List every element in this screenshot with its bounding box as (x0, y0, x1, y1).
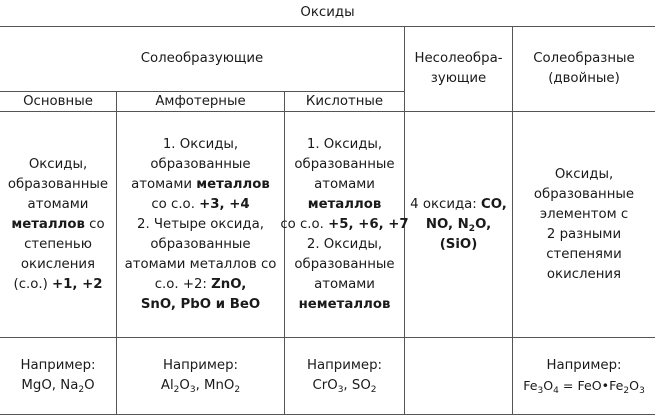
desc-line: образованные (294, 256, 395, 272)
bold-term: металлов (11, 216, 85, 232)
desc-line: 2. Четыре оксида, (136, 216, 264, 232)
example-formula (161, 376, 240, 396)
desc-line (8, 215, 108, 235)
desc-line: 1. Оксиды, (306, 136, 383, 152)
desc-basic (0, 112, 116, 337)
desc-line: степенью (24, 236, 92, 252)
formula-part: CrO (312, 378, 338, 393)
formula-subscript: 3 (537, 386, 544, 396)
bold-term: +1, +2 (52, 276, 103, 292)
formula-subscript: 2 (234, 385, 241, 395)
group-header-double (513, 27, 655, 111)
example-label: Например: (306, 358, 383, 373)
desc-line: окисления (546, 266, 622, 282)
desc-fragment: 4 оксида: (410, 196, 482, 212)
example-label: Например: (162, 358, 239, 373)
bold-term: ZnO, (211, 276, 247, 292)
formula-part: MgO, Na (21, 378, 79, 393)
desc-line (410, 195, 507, 215)
desc-line: Оксиды, (28, 156, 88, 172)
bold-term: металлов (196, 176, 270, 192)
example-double (513, 338, 655, 414)
desc-line: элементом с (539, 206, 629, 222)
desc-line: образованные (7, 176, 109, 192)
bold-term: SnO, PbO и BeO (140, 296, 261, 312)
example-basic (0, 338, 116, 414)
formula-part: O (629, 378, 640, 393)
bold-term: неметаллов (298, 296, 391, 312)
formula-part: , SO (343, 378, 371, 393)
example-label: Например: (20, 358, 96, 373)
desc-line: атомами (314, 276, 375, 292)
subheader-amphoteric (117, 92, 284, 111)
desc-line: образованные (150, 156, 251, 172)
group-header-saltforming (0, 27, 404, 91)
formula-subscript: 3 (639, 386, 645, 396)
desc-line: образованные (294, 156, 395, 172)
desc-line: атомами (314, 176, 375, 192)
subheader-acidic (285, 92, 404, 111)
table-title (0, 0, 655, 26)
desc-fragment: с.о. +2: (154, 276, 212, 292)
title-text: Оксиды (300, 5, 355, 20)
desc-line (280, 195, 408, 215)
formula-part: = FeO•Fe (558, 378, 624, 393)
formula-subscript: 3 (189, 385, 196, 395)
desc-line: степенями (546, 246, 622, 262)
desc-line: Оксиды, (554, 166, 614, 182)
example-label: Например: (546, 358, 622, 373)
formula-part: O (543, 378, 554, 393)
desc-line (410, 215, 507, 235)
formula-subscript: 2 (173, 385, 180, 395)
formula-part: Al (160, 378, 174, 393)
desc-line: образованные (533, 186, 635, 202)
desc-line: 2. Оксиды, (306, 236, 383, 252)
bold-term: (SiO) (439, 236, 478, 252)
subheader-text: Основные (23, 93, 93, 109)
formula-subscript: 2 (370, 385, 377, 395)
desc-line: образованные (150, 236, 251, 252)
example-formula (20, 376, 95, 396)
desc-line (280, 295, 408, 315)
desc-line (125, 275, 277, 295)
desc-line: атомами металлов со (124, 256, 277, 272)
formula-part: , MnO (195, 378, 235, 393)
desc-amphoteric (117, 112, 284, 337)
group-header-text: Солеобразующие (140, 51, 264, 66)
desc-fragment: со с.о. (280, 216, 329, 232)
group-header-text: зующие (430, 71, 487, 86)
desc-double (513, 112, 655, 337)
formula-subscript: 3 (337, 385, 344, 395)
desc-acidic (280, 112, 409, 337)
desc-nonsalt (405, 112, 512, 337)
group-header-nonsalt (405, 27, 512, 111)
example-nonsalt-empty (405, 338, 512, 414)
formula-part: O (179, 378, 190, 393)
bold-term: CO, (481, 196, 507, 212)
desc-line (8, 275, 108, 295)
desc-fragment: (с.о.) (13, 276, 53, 292)
subheader-text: Кислотные (305, 93, 384, 109)
desc-line: атомами (27, 196, 89, 212)
desc-line (125, 175, 277, 195)
formula-subscript: 4 (553, 386, 559, 396)
formula-part: O (84, 378, 95, 393)
desc-fragment: со с.о. (151, 196, 200, 212)
group-header-text: Несолеобра- (414, 51, 503, 66)
desc-line: 1. Оксиды, (162, 136, 239, 152)
formula-subscript: 2 (623, 386, 630, 396)
group-header-text: (двойные) (548, 71, 620, 86)
desc-line (125, 295, 277, 315)
bold-term: +3, +4 (199, 196, 250, 212)
desc-line (410, 235, 507, 255)
formula-part: NO, N (425, 216, 469, 232)
subheader-basic (0, 92, 116, 111)
desc-line (125, 195, 277, 215)
example-acidic (285, 338, 404, 414)
group-header-text: Солеобразные (533, 51, 635, 66)
formula-part: Fe (523, 378, 538, 393)
desc-fragment: атомами (131, 176, 197, 192)
bold-term: металлов (307, 196, 382, 212)
formula-subscript: 2 (468, 223, 476, 234)
formula-part: O, (475, 216, 492, 232)
formula-subscript: 2 (78, 385, 85, 395)
example-formula (307, 376, 382, 396)
desc-line: 2 разными (546, 226, 622, 242)
bold-term: +5, +6, +7 (328, 216, 409, 232)
example-formula (523, 376, 645, 396)
desc-line (280, 215, 408, 235)
subheader-text: Амфотерные (155, 93, 246, 109)
desc-line: окисления (20, 256, 96, 272)
desc-fragment: со (84, 216, 105, 232)
example-amphoteric (117, 338, 284, 414)
